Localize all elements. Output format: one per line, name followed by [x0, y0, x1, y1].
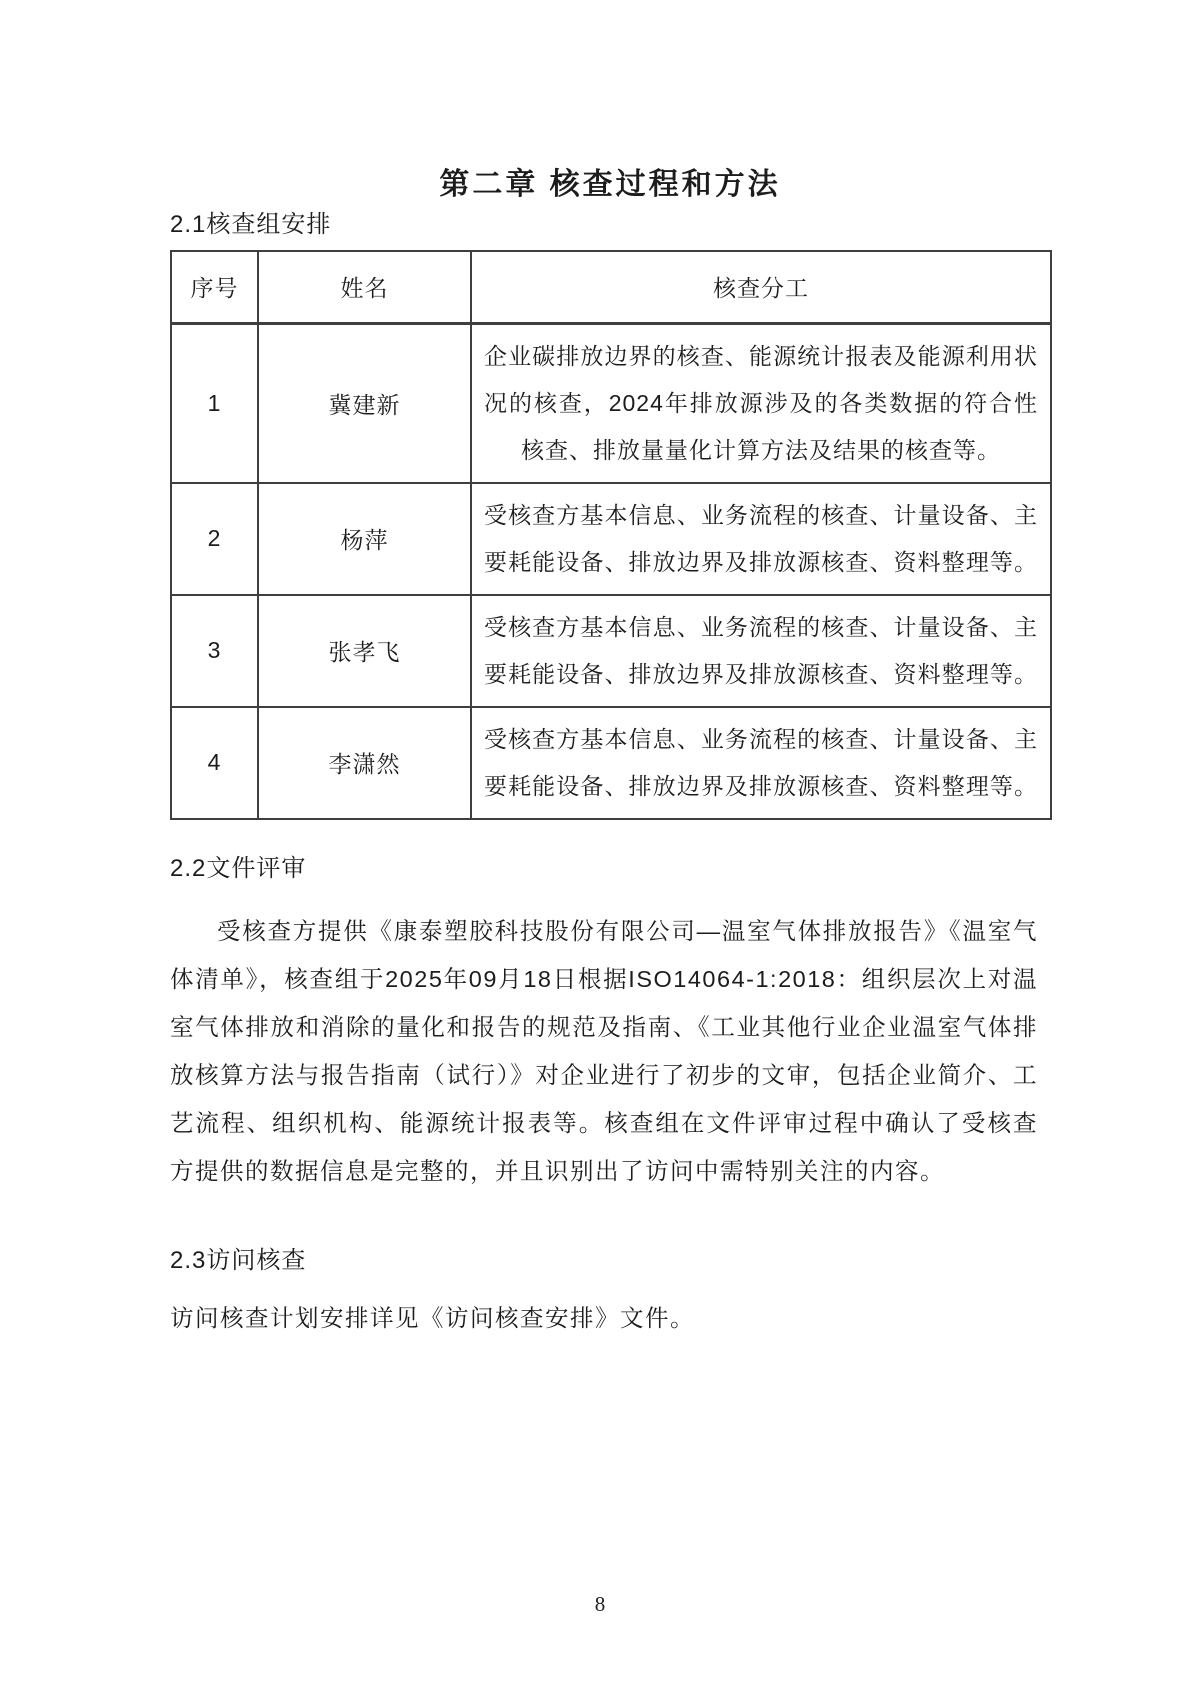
table-row	[171, 323, 1051, 483]
cell-duty: 受核查方基本信息、业务流程的核查、计量设备、主要耗能设备、排放边界及排放源核查、资料整理等。	[471, 595, 1051, 707]
cell-serial: 2	[171, 483, 258, 595]
site-visit-paragraph: 访问核查计划安排详见《访问核查安排》文件。	[170, 1304, 695, 1331]
cell-duty: 受核查方基本信息、业务流程的核查、计量设备、主要耗能设备、排放边界及排放源核查、资料整理等。	[471, 707, 1051, 819]
section-heading-2-1: 2.1核查组安排	[170, 211, 332, 238]
cell-serial: 4	[171, 707, 258, 819]
cell-name: 冀建新	[258, 323, 471, 483]
cell-duty: 企业碳排放边界的核查、能源统计报表及能源利用状况的核查，2024年排放源涉及的各类数据的符合性核查、排放量量化计算方法及结果的核查等。	[471, 323, 1051, 483]
section-heading-2-2: 2.2文件评审	[170, 854, 307, 882]
table-header-row	[171, 251, 1051, 323]
header-cell-duty: 核查分工	[471, 251, 1051, 323]
header-cell-no: 序号	[171, 251, 258, 323]
section-heading-2-3: 2.3访问核查	[170, 1246, 307, 1274]
cell-duty: 受核查方基本信息、业务流程的核查、计量设备、主要耗能设备、排放边界及排放源核查、资料整理等。	[471, 483, 1051, 595]
cell-serial: 1	[171, 323, 258, 483]
table-row	[171, 595, 1051, 707]
cell-name: 李潇然	[258, 707, 471, 819]
table-row	[171, 483, 1051, 595]
page-number: 8	[594, 1592, 606, 1616]
cell-name: 杨萍	[258, 483, 471, 595]
verification-team-table	[170, 250, 1052, 820]
cell-serial: 3	[171, 595, 258, 707]
document-review-paragraph: 受核查方提供《康泰塑胶科技股份有限公司—温室气体排放报告》《温室气体清单》，核查组于2025年09月18日根据ISO14064-1:2018：组织层次上对温室气体排放和消除的量化和报告的规范及指南、《工业其他行业企业温室气体排放核算方法与报告指南（试行）》对企业进行了初步的文审，包括企业简介、工艺流程、组织机构、能源统计报表等。核查组在文件评审过程中确认了受核查方提供的数据信息是完整的，并且识别出了访问中需特别关注的内容。	[170, 917, 1038, 1184]
chapter-title: 第二章 核查过程和方法	[439, 168, 781, 201]
table-row	[171, 707, 1051, 819]
cell-name: 张孝飞	[258, 595, 471, 707]
header-cell-name: 姓名	[258, 251, 471, 323]
